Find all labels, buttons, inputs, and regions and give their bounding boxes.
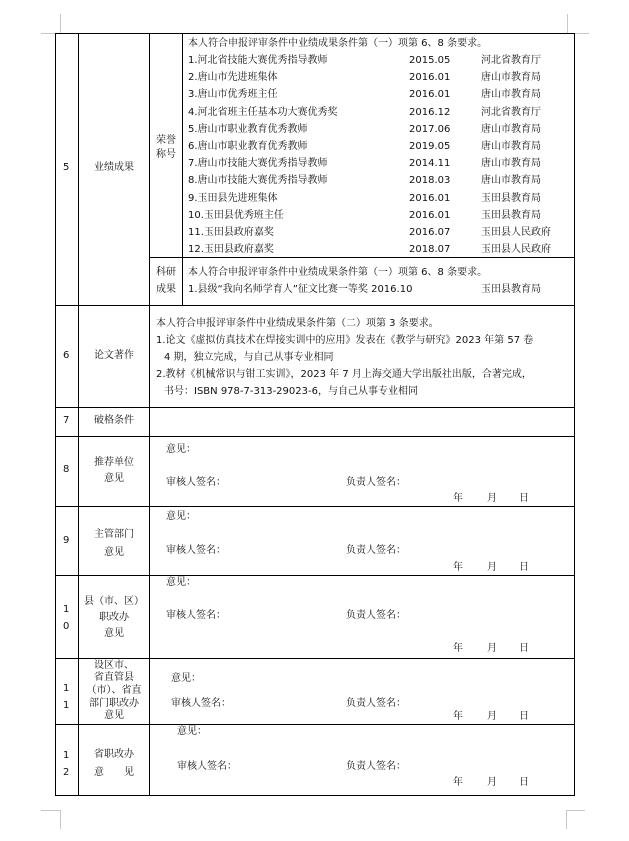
honor-date: 2014.11 — [409, 158, 451, 170]
paper-item: 4 期，独立完成，与自己从事专业相同 — [164, 352, 334, 363]
row-label: 县（市、区） — [84, 596, 144, 607]
crop-mark-top-right — [567, 14, 568, 33]
row-number: 1 — [63, 750, 70, 761]
row-divider — [55, 724, 575, 725]
row-divider — [149, 257, 575, 258]
reviewer-signature[interactable]: 审核人签名： — [166, 610, 226, 621]
honor-org: 唐山市教育局 — [481, 72, 541, 84]
crop-mark-bottom-right — [566, 810, 567, 829]
row-label: 职改办 — [99, 612, 129, 623]
honor-name: 10.玉田县优秀班主任 — [188, 209, 284, 221]
application-table — [55, 33, 575, 796]
research-org: 玉田县教育局 — [481, 284, 541, 295]
honor-org: 唐山市教育局 — [481, 89, 541, 101]
papers-intro: 本人符合申报评审条件中业绩成果条件第（二）项第 3 条要求。 — [156, 318, 439, 329]
honor-org: 唐山市教育局 — [481, 141, 541, 152]
table-border — [55, 795, 575, 796]
row-label: 设区市、 — [94, 660, 134, 671]
row-number: 7 — [63, 415, 70, 426]
honor-date: 2016.12 — [409, 106, 451, 118]
column-divider — [149, 33, 150, 796]
row-label: 意 见 — [94, 767, 134, 778]
honor-name: 5.唐山市职业教育优秀教师 — [188, 123, 308, 135]
table-border — [574, 33, 575, 796]
date-year: 年 — [453, 711, 463, 722]
date-day: 日 — [519, 711, 529, 722]
honor-name: 12.玉田县政府嘉奖 — [188, 244, 274, 256]
row-label: 意见 — [104, 628, 124, 639]
column-divider — [182, 33, 183, 305]
honor-date: 2019.05 — [409, 141, 451, 152]
honor-org: 玉田县人民政府 — [481, 244, 551, 256]
row-label: （市）、省直 — [86, 685, 142, 696]
crop-mark-bottom-left — [41, 810, 60, 811]
leader-signature[interactable]: 负责人签名： — [346, 610, 406, 621]
honor-date: 2016.01 — [409, 72, 451, 84]
row-label: 破格条件 — [94, 415, 134, 426]
honor-name: 4.河北省班主任基本功大赛优秀奖 — [188, 106, 338, 118]
row-divider — [55, 575, 575, 576]
row-number: 1 — [63, 683, 70, 694]
opinion-label: 意见： — [166, 444, 196, 455]
honor-org: 唐山市教育局 — [481, 175, 541, 187]
leader-signature[interactable]: 负责人签名： — [346, 698, 406, 709]
honor-org: 玉田县人民政府 — [481, 227, 551, 238]
opinion-label: 意见： — [166, 511, 196, 522]
leader-signature[interactable]: 负责人签名： — [346, 545, 406, 556]
date-month: 月 — [487, 643, 497, 654]
row-number: 1 — [63, 604, 70, 615]
row-label: 部门职改办 — [89, 698, 139, 709]
row-divider — [55, 436, 575, 437]
row-label: 业绩成果 — [94, 162, 134, 173]
honor-org: 唐山市教育局 — [481, 158, 541, 170]
row-number: 1 — [63, 700, 70, 711]
honor-date: 2018.03 — [409, 175, 451, 187]
opinion-label: 意见： — [166, 577, 196, 588]
date-day: 日 — [519, 493, 529, 504]
date-year: 年 — [453, 643, 463, 654]
row-divider — [55, 305, 575, 306]
honor-date: 2015.05 — [409, 55, 451, 66]
honor-date: 2016.01 — [409, 192, 451, 204]
date-year: 年 — [453, 493, 463, 504]
reviewer-signature[interactable]: 审核人签名： — [166, 477, 226, 488]
honors-label: 荣誉 — [156, 135, 176, 146]
date-day: 日 — [519, 643, 529, 654]
row-label: 意见 — [104, 473, 124, 484]
paper-item: 2.教材《机械常识与钳工实训》，2023 年 7 月上海交通大学出版社出版，合著完成， — [156, 369, 532, 380]
table-border — [55, 33, 575, 34]
crop-mark-top-left — [41, 33, 55, 34]
row-label: 推荐单位 — [94, 457, 134, 468]
row-number: 9 — [63, 535, 70, 546]
honor-name: 9.玉田县先进班集体 — [188, 192, 278, 204]
row-number: 0 — [63, 621, 70, 632]
row-label: 意见 — [104, 710, 124, 721]
date-month: 月 — [487, 562, 497, 573]
crop-mark-top-right — [575, 33, 589, 34]
crop-mark-bottom-left — [60, 810, 61, 829]
date-day: 日 — [519, 777, 529, 788]
honor-date: 2018.07 — [409, 244, 451, 256]
honor-name: 7.唐山市技能大赛优秀指导教师 — [188, 158, 328, 170]
row-number: 6 — [63, 350, 70, 361]
row-divider — [55, 658, 575, 659]
honor-name: 2.唐山市先进班集体 — [188, 72, 278, 84]
honor-name: 1.河北省技能大赛优秀指导教师 — [188, 55, 328, 66]
honor-org: 河北省教育厅 — [481, 55, 541, 66]
row-label: 省直管县 — [94, 672, 134, 683]
table-border — [55, 33, 56, 796]
exception-content[interactable] — [156, 415, 566, 429]
date-year: 年 — [453, 777, 463, 788]
honor-date: 2016.07 — [409, 227, 451, 238]
honor-date: 2016.01 — [409, 89, 451, 101]
row-number: 5 — [63, 162, 70, 173]
row-label: 主管部门 — [94, 529, 134, 540]
honor-date: 2017.06 — [409, 123, 451, 135]
row-number: 2 — [63, 767, 70, 778]
date-month: 月 — [487, 711, 497, 722]
leader-signature[interactable]: 负责人签名： — [346, 477, 406, 488]
honor-name: 3.唐山市优秀班主任 — [188, 89, 278, 101]
honor-date: 2016.01 — [409, 209, 451, 221]
crop-mark-bottom-right — [566, 810, 585, 811]
opinion-label: 意见： — [171, 673, 201, 684]
honor-name: 8.唐山市技能大赛优秀指导教师 — [188, 175, 328, 187]
honor-name: 11.玉田县政府嘉奖 — [188, 227, 274, 238]
research-label: 科研 — [156, 267, 176, 278]
honors-label: 称号 — [156, 149, 176, 160]
reviewer-signature[interactable]: 审核人签名： — [171, 698, 231, 709]
reviewer-signature[interactable]: 审核人签名： — [177, 761, 237, 772]
paper-item: 1.论文《虚拟仿真技术在焊接实训中的应用》发表在《教学与研究》2023 年第 57 卷 — [156, 335, 534, 346]
row-divider — [55, 506, 575, 507]
row-label: 论文著作 — [94, 350, 134, 361]
date-month: 月 — [487, 777, 497, 788]
reviewer-signature[interactable]: 审核人签名： — [166, 545, 226, 556]
honor-org: 唐山市教育局 — [481, 123, 541, 135]
research-item: 1.县级“我向名师学育人”征文比赛一等奖 2016.10 — [188, 284, 413, 295]
opinion-label: 意见： — [177, 726, 207, 737]
honor-org: 玉田县教育局 — [481, 209, 541, 221]
crop-mark-top-left — [60, 14, 61, 33]
date-month: 月 — [487, 493, 497, 504]
row-divider — [55, 407, 575, 408]
leader-signature[interactable]: 负责人签名： — [346, 761, 406, 772]
honor-org: 河北省教育厅 — [481, 106, 541, 118]
row-label: 省职改办 — [94, 749, 134, 760]
honor-org: 玉田县教育局 — [481, 192, 541, 204]
honor-name: 6.唐山市职业教育优秀教师 — [188, 141, 308, 152]
research-intro: 本人符合申报评审条件中业绩成果条件第（一）项第 6、8 条要求。 — [188, 267, 488, 278]
date-year: 年 — [453, 562, 463, 573]
row-number: 8 — [63, 464, 70, 475]
row-label: 意见 — [104, 547, 124, 558]
research-label: 成果 — [156, 284, 176, 295]
date-day: 日 — [519, 562, 529, 573]
paper-item: 书号：ISBN 978-7-313-29023-6，与自己从事专业相同 — [164, 386, 418, 397]
honors-intro: 本人符合申报评审条件中业绩成果条件第（一）项第 6、8 条要求。 — [188, 38, 488, 49]
